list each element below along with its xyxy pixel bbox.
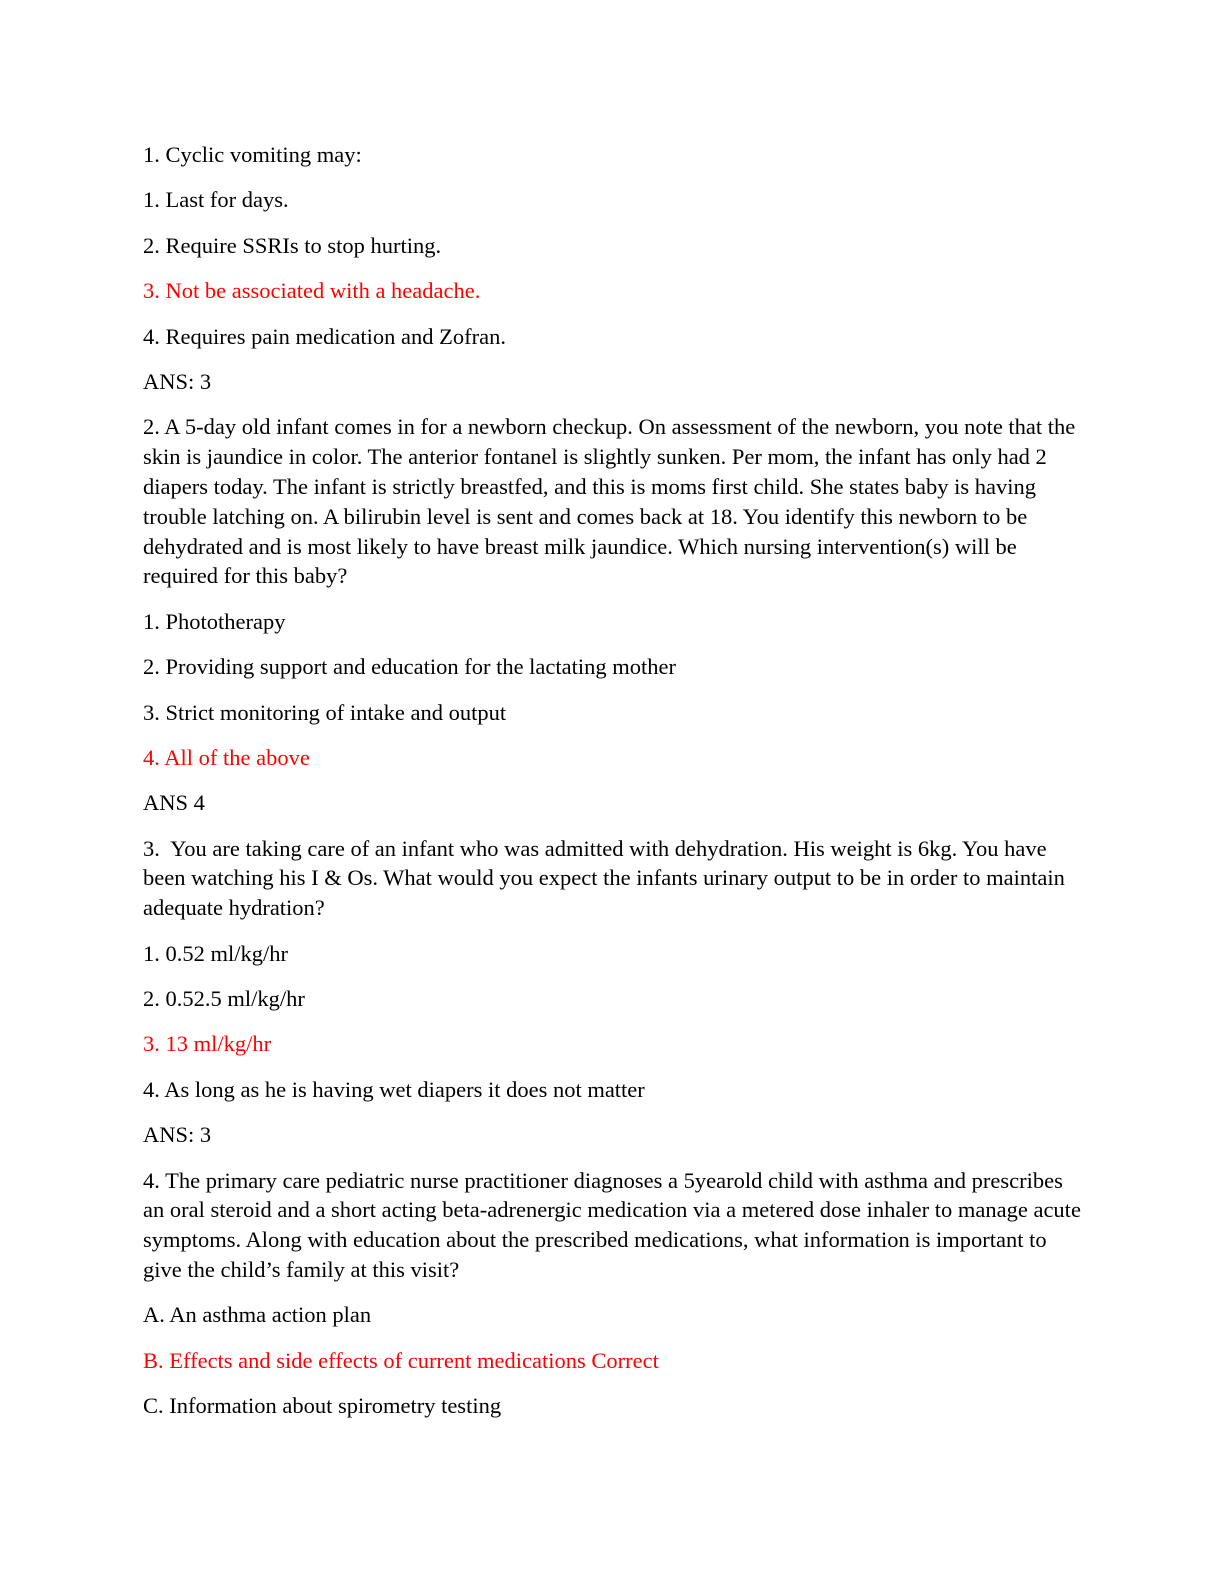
question-1-option-1: 1. Last for days. [143,187,289,213]
question-3-option-2: 2. 0.52.5 ml/kg/hr [143,986,305,1012]
question-2-option-3: 3. Strict monitoring of intake and output [143,699,507,725]
question-3-option-3-correct: 3. 13 ml/kg/hr [143,1031,272,1057]
question-1-option-2: 2. Require SSRIs to stop hurting. [143,232,442,258]
question-4-option-a: A. An asthma action plan [143,1302,372,1328]
question-3-answer: ANS: 3 [143,1122,212,1148]
question-3-stem: 3. You are taking care of an infant who was admitted with dehydration. His weight is 6kg. You have been watching his I & Os. What would you expect the infants urinary output to be in order to maintain adequate hydration? [143,835,1071,921]
question-2-answer: ANS 4 [143,790,205,816]
question-3-option-1: 1. 0.52 ml/kg/hr [143,940,288,966]
question-2-option-1: 1. Phototherapy [143,608,286,634]
question-1-option-4: 4. Requires pain medication and Zofran. [143,323,507,349]
question-3-option-4: 4. As long as he is having wet diapers it does not matter [143,1076,645,1102]
question-2-stem: 2. A 5-day old infant comes in for a newborn checkup. On assessment of the newborn, you note that the skin is jaundice in color. The anterior fontanel is slightly sunken. Per mom, the infant has only had 2 diapers today. The infant is strictly breastfed, and this is moms first child. She states baby is having trouble latching on. A bilirubin level is sent and comes back at 18. You identify this newborn to be dehydrated and is most likely to have breast milk jaundice. Which nursing intervention(s) will be required for this baby? [143,414,1081,589]
question-2-option-4-correct: 4. All of the above [143,744,310,770]
question-2-option-2: 2. Providing support and education for the lactating mother [143,654,677,680]
document-page [143,140,1087,1437]
question-1-answer: ANS: 3 [143,368,212,394]
question-1-stem: 1. Cyclic vomiting may: [143,142,362,167]
question-4-option-b-correct: B. Effects and side effects of current medications Correct [143,1347,659,1373]
question-4-option-c: C. Information about spirometry testing [143,1393,502,1419]
question-4-stem: 4. The primary care pediatric nurse practitioner diagnoses a 5yearold child with asthma and prescribes an oral steroid and a short acting beta-adrenergic medication via a metered dose inhaler to manage acute symptoms. Along with education about the prescribed medications, what information is important to give the child’s family at this visit? [143,1167,1087,1282]
question-1-option-3-correct: 3. Not be associated with a headache. [143,278,481,304]
